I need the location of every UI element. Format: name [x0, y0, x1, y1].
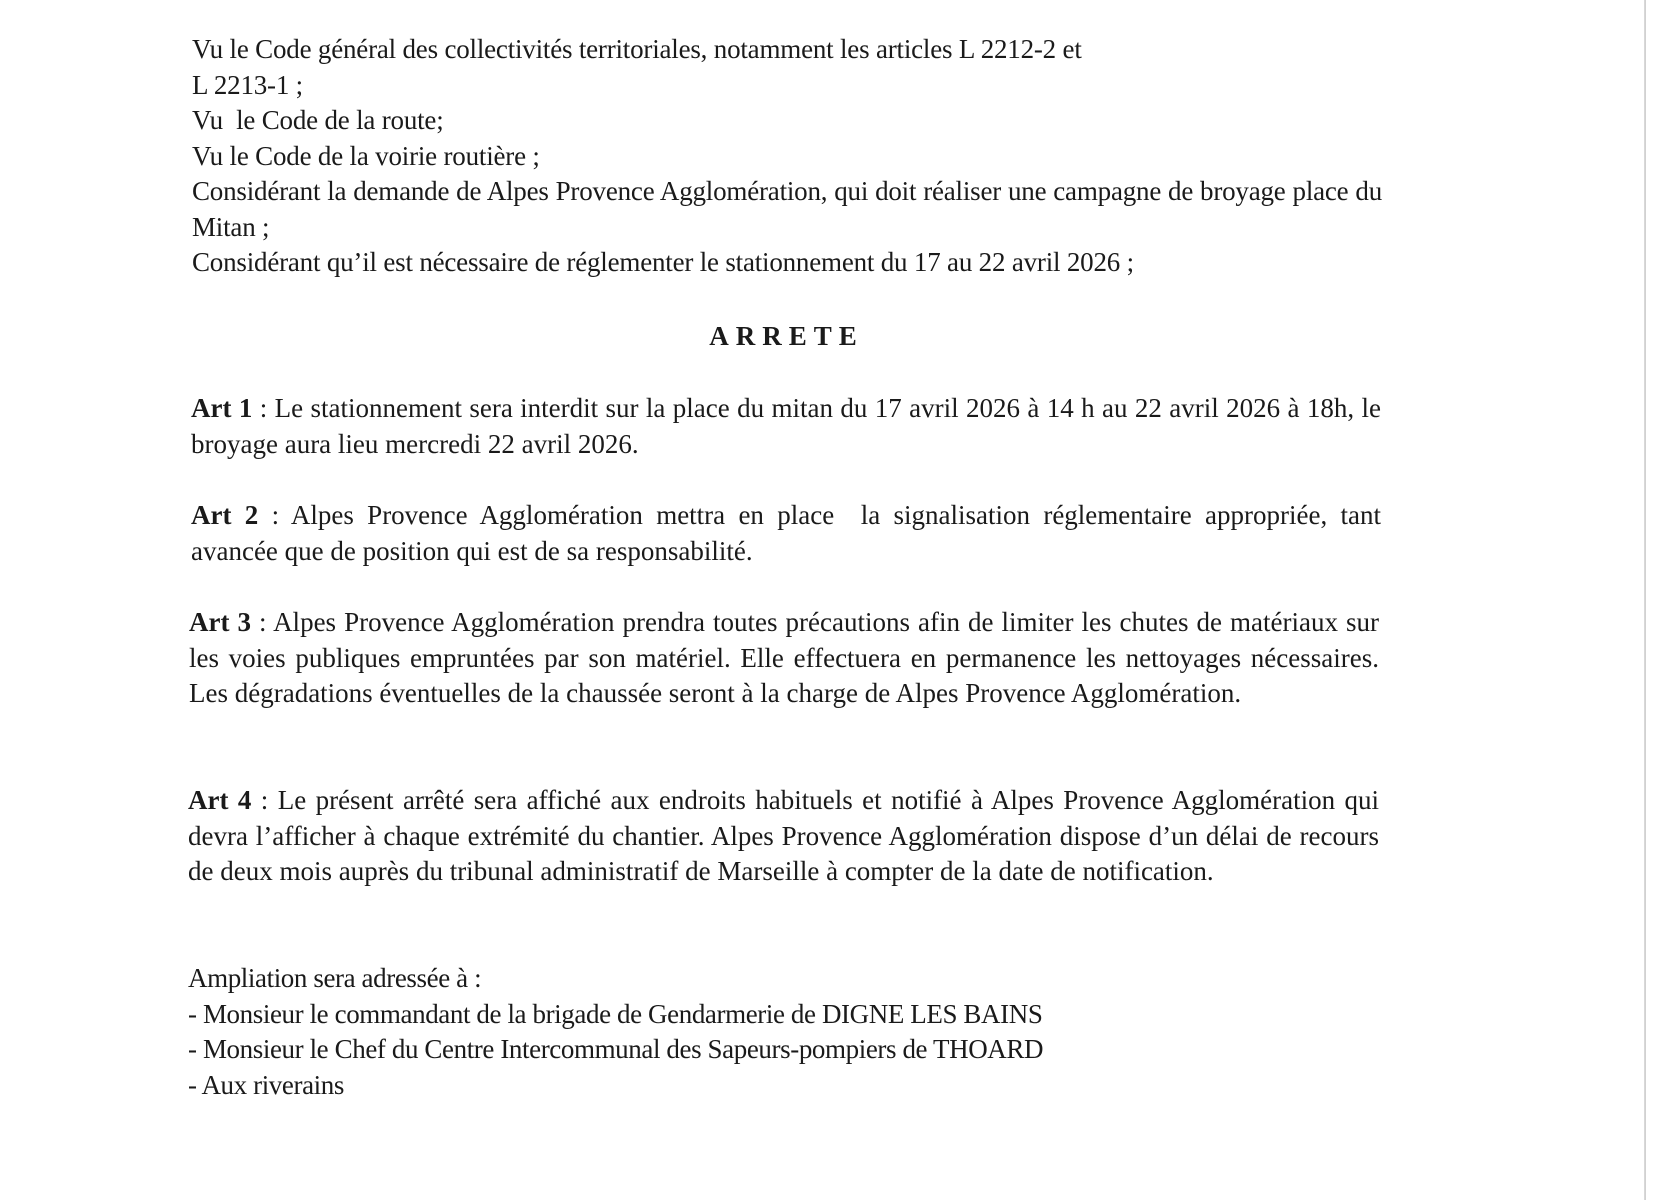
scan-page-edge	[1644, 0, 1646, 1200]
preamble-line: Vu le Code de la voirie routière ;	[192, 140, 540, 171]
article-separator: :	[252, 393, 275, 423]
ampliation-recipient: - Monsieur le commandant de la brigade de Gendarmerie de DIGNE LES BAINS	[188, 998, 1043, 1029]
preamble	[192, 32, 1382, 281]
preamble-line: Vu le Code de la route;	[192, 105, 444, 135]
article-label: Art 3	[189, 607, 251, 637]
preamble-line: L 2213-1 ;	[192, 69, 303, 100]
article-3	[189, 605, 1379, 712]
article-label: Art 2	[191, 500, 259, 530]
article-text: Alpes Provence Agglomération mettra en place la signalisation réglementaire appropriée, tant avancée que de position qui est de sa responsabilité.	[191, 500, 1388, 566]
ampliation-intro: Ampliation sera adressée à :	[188, 963, 482, 993]
preamble-line: Vu le Code général des collectivités territoriales, notamment les articles L 2212-2 et	[192, 34, 1082, 64]
article-separator: :	[251, 607, 274, 637]
article-separator: :	[258, 500, 291, 530]
ampliation-section	[188, 961, 1043, 1103]
ampliation-recipient: - Monsieur le Chef du Centre Intercommunal des Sapeurs-pompiers de THOARD	[188, 1034, 1044, 1065]
decree-heading: ARRETE	[709, 321, 864, 351]
article-text: Le stationnement sera interdit sur la place du mitan du 17 avril 2026 à 14 h au 22 avril 2026 à 18h, le broyage aura lieu mercredi 22 avril 2026.	[191, 393, 1381, 459]
article-label: Art 4	[188, 785, 252, 815]
article-label: Art 1	[191, 393, 253, 423]
article-text: Alpes Provence Agglomération prendra toutes précautions afin de limiter les chutes de matériaux sur les voies publiques empruntées par son matériel. Elle effectuera en permanence les nettoyages nécessaires. Les dégradations éventuelles de la chaussée seront à la charge de Alpes Provence Agglomération.	[189, 607, 1379, 709]
article-2	[191, 498, 1388, 569]
considerant-paragraph-2: Considérant qu’il est nécessaire de réglementer le stationnement du 17 au 22 avril 2026 ;	[192, 247, 1134, 277]
ampliation-recipient: - Aux riverains	[188, 1069, 344, 1100]
considerant-paragraph-1: Considérant la demande de Alpes Provence Agglomération, qui doit réaliser une campagne de broyage place du Mitan ;	[192, 176, 1382, 242]
article-text: Le présent arrêté sera affiché aux endroits habituels et notifié à Alpes Provence Agglomération qui devra l’afficher à chaque extrémité du chantier. Alpes Provence Agglomération dispose d’un délai de recours de deux mois auprès du tribunal administratif de Marseille à compter de la date de notification.	[188, 785, 1379, 887]
article-4	[188, 783, 1379, 890]
article-separator: :	[251, 785, 278, 815]
article-1	[191, 391, 1381, 462]
